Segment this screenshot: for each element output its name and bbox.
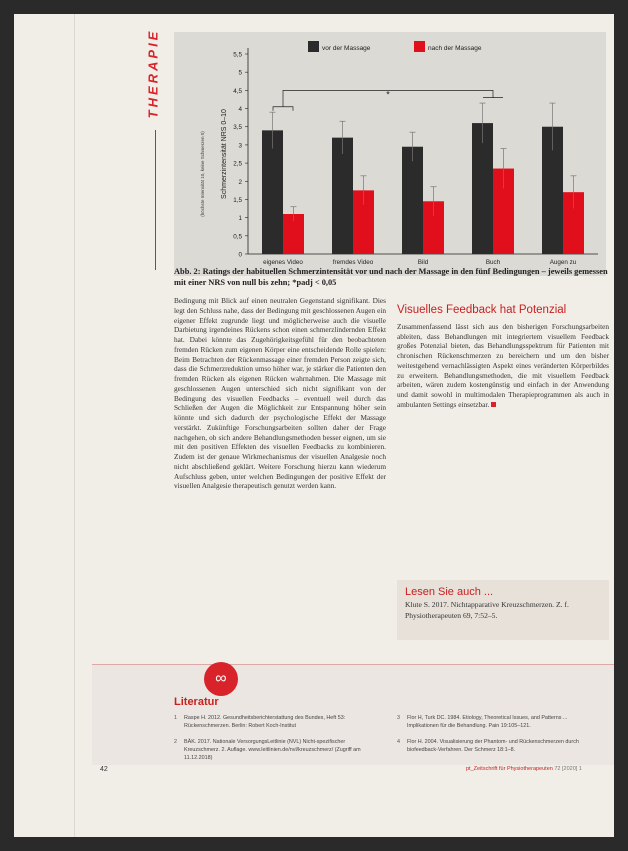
legend-label: vor der Massage (322, 45, 371, 52)
literature-column-right (397, 714, 597, 762)
body-right-text: Zusammenfassend lässt sich aus den bisherigen Forschungsarbeiten ableiten, dass Behandlungen mit integriertem visuellem Feedback großes Potenzial bieten, das Behandlungsspektrum für Patienten mit chronischen Rückenschmerzen zu bereichern und um den bisher weitestgehend vernachlässigten Aspekt eines veränderten Körperbildes zu erweitern. Behandlungsmethoden, die mit visuellem Feedback arbeiten, wären zudem kostengünstig und einfach in der Anwendung und damit sowohl in multimodalen Therapieprogrammen als auch in ambulanten Settings einsetzbar. (397, 321, 609, 409)
caption-text: Abb. 2: Ratings der habituellen Schmerzintensität vor und nach der Massage in den fünf Bedingungen – jeweils gemessen mit einer NRS von null bis zehn; *padj < 0,05 (174, 267, 608, 287)
y-tick-label: 0 (238, 251, 242, 259)
footer-issue: 72 [2020] 1 (554, 766, 582, 772)
footer (466, 766, 582, 772)
literature-item (174, 714, 374, 730)
section-tag (134, 24, 164, 134)
literature-number: 2 (174, 739, 177, 745)
y-tick-label: 3,5 (233, 124, 242, 132)
legend-swatch (308, 41, 319, 52)
literature-text: BÄK. 2017. Nationale VersorgungsLeitlinie (NVL) Nicht-spezifischer Kreuzschmerz. 2. Auflage. www.leitlinien.de/nvl/kreuzschmerz/ (Zugriff am 11.12.2018) (184, 739, 361, 761)
y-tick-label: 1,5 (233, 196, 242, 204)
y-tick-label: 4,5 (233, 87, 242, 95)
y-tick-label: 2 (238, 178, 242, 186)
bar (262, 130, 283, 254)
literature-item (397, 714, 597, 730)
margin-rule (74, 14, 75, 837)
x-tick-label: Buch (485, 259, 501, 266)
y-tick-label: 3 (238, 142, 242, 150)
literature-text: Flor H. 2004. Visualisierung der Phantom- und Rückenschmerzen durch biofeedback-Verfahren. Der Schmerz 18:1–8. (407, 739, 579, 753)
magazine-page (14, 14, 614, 837)
section-heading: Visuelles Feedback hat Potenzial (397, 304, 567, 316)
body-left-text: Bedingung mit Blick auf einen neutralen Gegenstand signifikant. Dies legt den Schluss nahe, dass der Bedingung mit geschlossenen Augen ein eigener Effekt zugrunde liegt und möglicherweise auch die visuelle Darbietung irgendeines Rückens schon einen schmerzlindernden Effekt hat. Dabei könnte das Zugehörigkeitsgefühl für den beobachteten fremden Rücken zum eigenen Körper eine entscheidende Rolle spielen: Beim Betrachten der Rückenmassage einer fremden Person zeigte sich, dass die Schmerzreduktion umso höher war, je stärker die Patienten den fremden Rücken als eigenen Rücken wahrnahmen. Die Massage mit geschlossenen Augen unterschied sich nicht signifikant von der Bedingung des visuellen Feedbacks – eventuell weil durch das Schließen der Augen die Möglichkeit zur Entspannung höher sein könnte und sich dadurch der psychologische Effekt der Massage verstärkt. Zukünftige Forschungsarbeiten sollten daher der Frage nachgehen, ob sich andere Behandlungsmethoden besser eignen, um sie mit den positiven Effekten des visuellen Feedbacks zu kombinieren. Zudem ist der genaue Wirkmechanismus der visuellen Analgesie noch nicht abschließend geklärt. Weitere Forschung hierzu kann wiederum Aufschluss geben, unter welchen Bedingungen der positive Effekt der visuellen Analgesie therapeutisch genutzt werden kann. (174, 296, 386, 491)
literature-item (174, 738, 374, 762)
literature-number: 4 (397, 739, 400, 745)
x-tick-label: Augen zu (549, 259, 577, 266)
lesen-box (397, 580, 609, 640)
bar (332, 138, 353, 254)
legend-label: nach der Massage (428, 45, 482, 52)
literature-text: Raspe H. 2012. Gesundheitsberichterstattung des Bundes, Heft 53: Rückenschmerzen. Berlin: Robert Koch-Institut (184, 715, 346, 729)
literature-text: Flor H, Turk DC. 1984. Etiology, Theoretical Issues, and Patterns ... Implikationen für die Behandlung. Pain 19:105–121. (407, 715, 568, 729)
bar-chart (174, 32, 606, 276)
lesen-text: Klute S. 2017. Nichtapparative Kreuzschmerzen. Z. f. Physiotherapeuten 69, 7:52–5. (405, 600, 569, 620)
x-tick-label: fremdes Video (332, 259, 374, 266)
body-column-right (397, 306, 609, 410)
literature-title: Literatur (174, 696, 219, 708)
y-tick-label: 2,5 (233, 160, 242, 168)
section-label: THERAPIE (145, 28, 161, 119)
chart-svg (174, 32, 606, 276)
y-axis-sublabel: (höchste Intensität 10, keine Schmerzen 0) (200, 131, 205, 217)
literature-number: 3 (397, 715, 400, 721)
figure-caption (174, 266, 614, 288)
x-tick-label: eigenes Video (263, 259, 303, 266)
link-icon: ∞ (204, 662, 238, 696)
legend-swatch (414, 41, 425, 52)
bar (402, 147, 423, 254)
section-rule (155, 130, 156, 270)
literature-number: 1 (174, 715, 177, 721)
page-number: 42 (100, 766, 108, 773)
y-axis-label: Schmerzintensität NRS 0–10 (221, 109, 228, 199)
footer-brand: pt_Zeitschrift für Physiotherapeuten (466, 766, 553, 772)
y-tick-label: 0,5 (233, 233, 242, 241)
y-tick-label: 5,5 (233, 51, 242, 59)
y-tick-label: 4 (238, 106, 242, 114)
literature-column-left (174, 714, 374, 770)
x-tick-label: Bild (417, 259, 429, 266)
end-marker-icon (491, 402, 496, 407)
y-tick-label: 5 (238, 69, 242, 77)
body-column-left (174, 296, 386, 491)
literature-item (397, 738, 597, 754)
lesen-title: Lesen Sie auch ... (405, 586, 494, 598)
significance-bracket (273, 107, 293, 111)
y-tick-label: 1 (238, 215, 242, 223)
significance-marker: * (386, 89, 390, 100)
